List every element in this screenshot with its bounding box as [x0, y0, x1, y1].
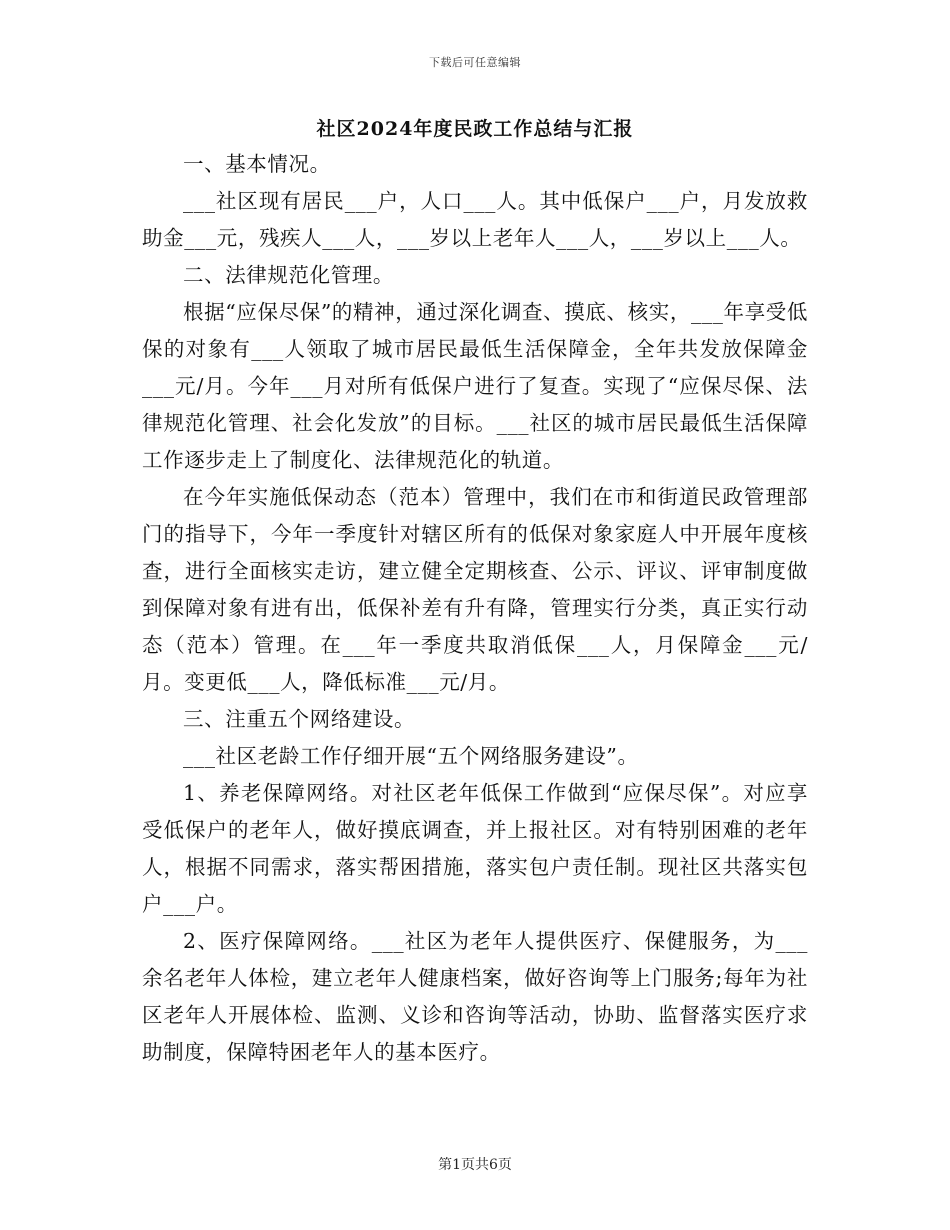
section-heading-legal: 二、法律规范化管理。: [183, 263, 394, 287]
section-heading-basic: 一、基本情况。: [183, 152, 331, 176]
document-body: [142, 146, 808, 1071]
paragraph: ___社区现有居民___户，人口___人。其中低保户___户，月发放救助金___元，残疾人___人，___岁以上老年人___人，___岁以上___人。: [142, 189, 808, 250]
section-heading-networks: 三、注重五个网络建设。: [183, 707, 416, 731]
paragraph: 在今年实施低保动态（范本）管理中，我们在市和街道民政管理部门的指导下，今年一季度针对辖区所有的低保对象家庭人中开展年度核查，进行全面核实走访，建立健全定期核查、公示、评议、评审制度做到保障对象有进有出，低保补差有升有降，管理实行分类，真正实行动态（范本）管理。在___年一季度共取消低保___人，月保障金___元/月。变更低___人，降低标准___元/月。: [142, 485, 808, 694]
paragraph: 2、医疗保障网络。___社区为老年人提供医疗、保健服务，为___余名老年人体检，建立老年人健康档案，做好咨询等上门服务;每年为社区老年人开展体检、监测、义诊和咨询等活动，协助、监督落实医疗求助制度，保障特困老年人的基本医疗。: [142, 929, 808, 1064]
paragraph: ___社区老龄工作仔细开展“五个网络服务建设”。: [183, 744, 639, 768]
document-title: 社区2024年度民政工作总结与汇报: [316, 118, 634, 140]
header-note: 下载后可任意编辑: [429, 56, 521, 69]
page-number: 第1页共6页: [438, 1157, 512, 1173]
paragraph: 1、养老保障网络。对社区老年低保工作做到“应保尽保”。对应享受低保户的老年人，做好摸底调查，并上报社区。对有特别困难的老年人，根据不同需求，落实帮困措施，落实包户责任制。现社区共落实包户___户。: [142, 781, 808, 916]
paragraph: 根据“应保尽保”的精神，通过深化调查、摸底、核实，___年享受低保的对象有___人领取了城市居民最低生活保障金，全年共发放保障金___元/月。今年___月对所有低保户进行了复查。实现了“应保尽保、法律规范化管理、社会化发放”的目标。___社区的城市居民最低生活保障工作逐步走上了制度化、法律规范化的轨道。: [142, 300, 808, 472]
